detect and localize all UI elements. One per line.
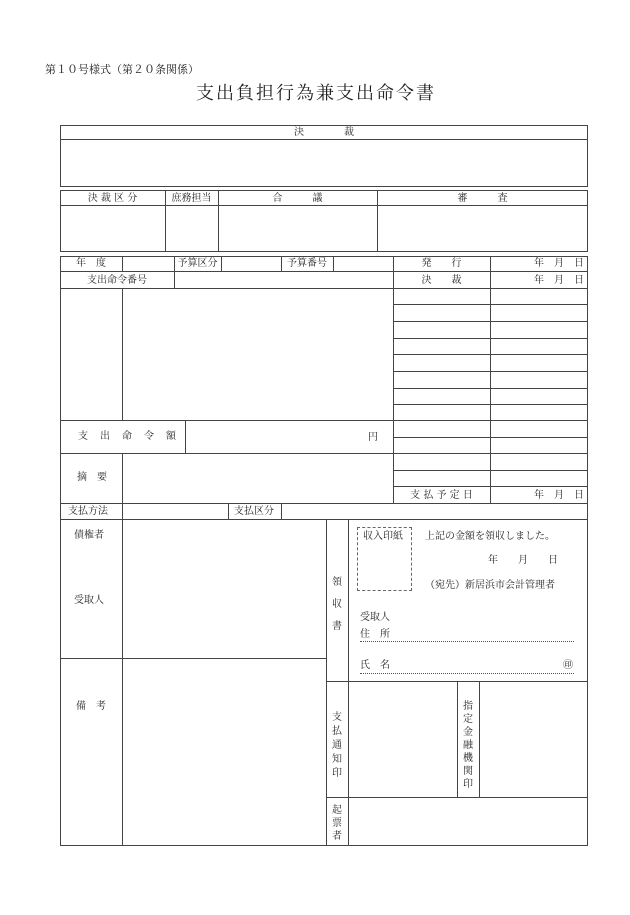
seal-mark: ㊞ bbox=[563, 660, 573, 671]
decision-category-label: 決 裁 区 分 bbox=[87, 193, 138, 204]
issue-date: 年 月 日 bbox=[534, 258, 584, 269]
receipt-recipient-label: 受取人 bbox=[360, 612, 390, 623]
page-title: 支出負担行為兼支出命令書 bbox=[196, 83, 436, 104]
revenue-stamp-label: 収入印紙 bbox=[363, 531, 403, 542]
address-label: 住 所 bbox=[360, 629, 390, 640]
general-affairs-label: 庶務担当 bbox=[171, 193, 212, 204]
decision-date: 年 月 日 bbox=[534, 275, 584, 286]
budget-number-label: 予算番号 bbox=[287, 258, 327, 269]
name-label: 氏 名 bbox=[360, 660, 390, 671]
decision-label: 決 裁 bbox=[421, 275, 462, 286]
designated-bank-seal-label: 指定金融機関印 bbox=[463, 701, 473, 790]
consultation-label: 合 議 bbox=[272, 193, 323, 204]
receipt-statement: 上記の金額を領収しました。 bbox=[425, 531, 555, 542]
payment-category-label: 支払区分 bbox=[234, 506, 274, 517]
issue-label: 発 行 bbox=[421, 258, 462, 269]
recipient-label: 受取人 bbox=[74, 595, 104, 606]
summary-label: 摘 要 bbox=[77, 472, 107, 483]
form-id: 第１０号様式（第２０条関係） bbox=[45, 63, 199, 76]
year-label: 年 度 bbox=[76, 258, 106, 269]
address-line bbox=[360, 641, 574, 642]
name-line bbox=[360, 673, 574, 674]
review-label: 審 査 bbox=[457, 193, 508, 204]
payment-order-amount-label: 支 出 命 令 額 bbox=[78, 431, 177, 442]
payment-notice-seal-label: 支払通知印 bbox=[332, 712, 342, 779]
payment-method-label: 支払方法 bbox=[68, 506, 108, 517]
budget-category-label: 予算区分 bbox=[177, 258, 218, 269]
yen-label: 円 bbox=[368, 432, 378, 443]
creditor-label: 債権者 bbox=[74, 530, 104, 541]
scheduled-payment-date-label: 支 払 予 定 日 bbox=[410, 490, 473, 501]
approval-header: 決 裁 bbox=[294, 127, 354, 138]
addressee: （宛先）新居浜市会計管理者 bbox=[425, 580, 555, 591]
remarks-label: 備 考 bbox=[76, 701, 106, 712]
drafter-label: 起票者 bbox=[332, 805, 342, 842]
main-form-box bbox=[60, 256, 588, 846]
receipt-vertical-label: 領収書 bbox=[332, 577, 342, 632]
payment-order-number-label: 支出命令番号 bbox=[87, 275, 147, 286]
receipt-date: 年 月 日 bbox=[488, 555, 558, 566]
scheduled-payment-date: 年 月 日 bbox=[534, 490, 584, 501]
